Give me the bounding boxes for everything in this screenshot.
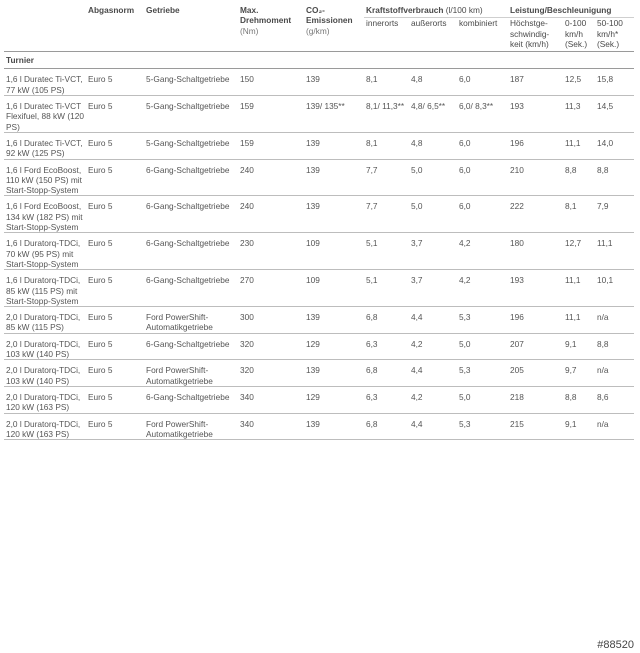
- table-row: [4, 413, 634, 440]
- engine-cell: 1,6 l Ford EcoBoost, 110 kW (150 PS) mit Start-Stopp-System: [4, 159, 86, 196]
- accel-50-100-cell: 14,5: [595, 96, 634, 133]
- vmax-cell: 193: [508, 96, 563, 133]
- gear-cell: Ford PowerShift-Automatikgetriebe: [144, 413, 238, 440]
- accel-0-100-cell: 9,1: [563, 333, 595, 360]
- kombiniert-cell: 6,0: [457, 159, 508, 196]
- header-accel-0-100: 0-100 km/h (Sek.): [565, 18, 588, 49]
- vmax-cell: 196: [508, 307, 563, 334]
- norm-cell: Euro 5: [86, 307, 144, 334]
- header-abgasnorm: Abgasnorm: [88, 5, 135, 15]
- vmax-cell: 218: [508, 386, 563, 413]
- engine-cell: 1,6 l Duratec Ti-VCT, 92 kW (125 PS): [4, 132, 86, 159]
- header-getriebe: Getriebe: [146, 5, 180, 15]
- co2-cell: 139: [304, 196, 364, 233]
- norm-cell: Euro 5: [86, 333, 144, 360]
- vmax-cell: 207: [508, 333, 563, 360]
- kombiniert-cell: 6,0/ 8,3**: [457, 96, 508, 133]
- accel-0-100-cell: 8,1: [563, 196, 595, 233]
- accel-0-100-cell: 11,1: [563, 132, 595, 159]
- table-row: [4, 386, 634, 413]
- co2-cell: 129: [304, 386, 364, 413]
- accel-0-100-cell: 11,1: [563, 270, 595, 307]
- accel-50-100-cell: 14,0: [595, 132, 634, 159]
- ausserorts-cell: 4,4: [409, 360, 457, 387]
- gear-cell: 6-Gang-Schaltgetriebe: [144, 159, 238, 196]
- vmax-cell: 210: [508, 159, 563, 196]
- section-title: Turnier: [4, 52, 634, 69]
- engine-cell: 2,0 l Duratorq-TDCi, 85 kW (115 PS): [4, 307, 86, 334]
- vmax-cell: 205: [508, 360, 563, 387]
- norm-cell: Euro 5: [86, 69, 144, 96]
- accel-50-100-cell: 15,8: [595, 69, 634, 96]
- kombiniert-cell: 5,3: [457, 413, 508, 440]
- co2-cell: 139: [304, 360, 364, 387]
- table-row: [4, 233, 634, 270]
- co2-cell: 129: [304, 333, 364, 360]
- accel-0-100-cell: 8,8: [563, 159, 595, 196]
- accel-0-100-cell: 9,7: [563, 360, 595, 387]
- header-accel-50-100: 50-100 km/h* (Sek.): [597, 18, 623, 49]
- table-row: [4, 360, 634, 387]
- kombiniert-cell: 6,0: [457, 196, 508, 233]
- norm-cell: Euro 5: [86, 360, 144, 387]
- co2-cell: 109: [304, 233, 364, 270]
- table-row: [4, 270, 634, 307]
- section-row: [4, 52, 634, 69]
- gear-cell: 5-Gang-Schaltgetriebe: [144, 69, 238, 96]
- engine-cell: 1,6 l Ford EcoBoost, 134 kW (182 PS) mit Start-Stopp-System: [4, 196, 86, 233]
- kombiniert-cell: 5,0: [457, 386, 508, 413]
- vmax-cell: 180: [508, 233, 563, 270]
- torque-cell: 340: [238, 413, 304, 440]
- innerorts-cell: 5,1: [364, 233, 409, 270]
- engine-cell: 1,6 l Duratorq-TDCi, 70 kW (95 PS) mit Start-Stopp-System: [4, 233, 86, 270]
- innerorts-cell: 8,1: [364, 132, 409, 159]
- table-row: [4, 69, 634, 96]
- torque-cell: 300: [238, 307, 304, 334]
- kombiniert-cell: 5,3: [457, 360, 508, 387]
- torque-cell: 159: [238, 96, 304, 133]
- accel-0-100-cell: 9,1: [563, 413, 595, 440]
- torque-cell: 230: [238, 233, 304, 270]
- gear-cell: 6-Gang-Schaltgetriebe: [144, 196, 238, 233]
- gear-cell: 6-Gang-Schaltgetriebe: [144, 233, 238, 270]
- header-drehmoment: Max. Drehmoment (Nm): [240, 5, 292, 36]
- co2-cell: 139: [304, 413, 364, 440]
- torque-cell: 340: [238, 386, 304, 413]
- ausserorts-cell: 3,7: [409, 233, 457, 270]
- ausserorts-cell: 4,4: [409, 307, 457, 334]
- accel-50-100-cell: 11,1: [595, 233, 634, 270]
- ausserorts-cell: 4,2: [409, 386, 457, 413]
- ausserorts-cell: 4,4: [409, 413, 457, 440]
- norm-cell: Euro 5: [86, 413, 144, 440]
- vmax-cell: 196: [508, 132, 563, 159]
- table-body: [4, 52, 634, 440]
- torque-cell: 159: [238, 132, 304, 159]
- accel-0-100-cell: 11,1: [563, 307, 595, 334]
- watermark: #88520: [597, 638, 634, 651]
- accel-0-100-cell: 11,3: [563, 96, 595, 133]
- gear-cell: 5-Gang-Schaltgetriebe: [144, 96, 238, 133]
- header-hoechstgeschwindigkeit: Höchstge-schwindig-keit (km/h): [510, 18, 550, 49]
- table-row: [4, 96, 634, 133]
- norm-cell: Euro 5: [86, 233, 144, 270]
- vmax-cell: 187: [508, 69, 563, 96]
- table-row: [4, 307, 634, 334]
- ausserorts-cell: 4,8: [409, 132, 457, 159]
- accel-0-100-cell: 12,5: [563, 69, 595, 96]
- header-engine: [4, 5, 86, 52]
- engine-cell: 2,0 l Duratorq-TDCi, 103 kW (140 PS): [4, 360, 86, 387]
- vmax-cell: 222: [508, 196, 563, 233]
- innerorts-cell: 6,3: [364, 386, 409, 413]
- ausserorts-cell: 4,2: [409, 333, 457, 360]
- table-row: [4, 159, 634, 196]
- innerorts-cell: 7,7: [364, 196, 409, 233]
- accel-50-100-cell: n/a: [595, 413, 634, 440]
- engine-cell: 2,0 l Duratorq-TDCi, 120 kW (163 PS): [4, 413, 86, 440]
- kombiniert-cell: 4,2: [457, 233, 508, 270]
- ausserorts-cell: 4,8: [409, 69, 457, 96]
- kombiniert-cell: 5,0: [457, 333, 508, 360]
- vmax-cell: 215: [508, 413, 563, 440]
- gear-cell: 6-Gang-Schaltgetriebe: [144, 333, 238, 360]
- gear-cell: 6-Gang-Schaltgetriebe: [144, 386, 238, 413]
- engine-cell: 2,0 l Duratorq-TDCi, 120 kW (163 PS): [4, 386, 86, 413]
- norm-cell: Euro 5: [86, 159, 144, 196]
- kombiniert-cell: 4,2: [457, 270, 508, 307]
- torque-cell: 320: [238, 360, 304, 387]
- ausserorts-cell: 4,8/ 6,5**: [409, 96, 457, 133]
- gear-cell: 5-Gang-Schaltgetriebe: [144, 132, 238, 159]
- header-verbrauch: Kraftstoffverbrauch (l/100 km): [364, 5, 508, 18]
- torque-cell: 150: [238, 69, 304, 96]
- innerorts-cell: 6,8: [364, 413, 409, 440]
- accel-50-100-cell: 8,8: [595, 159, 634, 196]
- co2-cell: 139: [304, 307, 364, 334]
- torque-cell: 270: [238, 270, 304, 307]
- table-header: [4, 5, 634, 52]
- innerorts-cell: 7,7: [364, 159, 409, 196]
- co2-cell: 139: [304, 159, 364, 196]
- torque-cell: 240: [238, 159, 304, 196]
- engine-cell: 1,6 l Duratorq-TDCi, 85 kW (115 PS) mit Start-Stopp-System: [4, 270, 86, 307]
- kombiniert-cell: 6,0: [457, 132, 508, 159]
- norm-cell: Euro 5: [86, 132, 144, 159]
- gear-cell: Ford PowerShift-Automatikgetriebe: [144, 360, 238, 387]
- engine-cell: 2,0 l Duratorq-TDCi, 103 kW (140 PS): [4, 333, 86, 360]
- table-row: [4, 333, 634, 360]
- innerorts-cell: 8,1/ 11,3**: [364, 96, 409, 133]
- co2-cell: 109: [304, 270, 364, 307]
- header-kombiniert: kombiniert: [459, 18, 498, 29]
- accel-50-100-cell: 10,1: [595, 270, 634, 307]
- header-leistung: Leistung/Beschleunigung: [508, 5, 634, 18]
- table-row: [4, 132, 634, 159]
- header-innerorts: innerorts: [366, 18, 399, 29]
- norm-cell: Euro 5: [86, 196, 144, 233]
- accel-50-100-cell: 8,6: [595, 386, 634, 413]
- innerorts-cell: 6,3: [364, 333, 409, 360]
- innerorts-cell: 6,8: [364, 307, 409, 334]
- norm-cell: Euro 5: [86, 270, 144, 307]
- accel-50-100-cell: 7,9: [595, 196, 634, 233]
- header-co2: CO₂-Emissionen (g/km): [306, 5, 353, 36]
- engine-cell: 1,6 l Duratec Ti-VCT, 77 kW (105 PS): [4, 69, 86, 96]
- norm-cell: Euro 5: [86, 96, 144, 133]
- ausserorts-cell: 3,7: [409, 270, 457, 307]
- accel-0-100-cell: 8,8: [563, 386, 595, 413]
- innerorts-cell: 8,1: [364, 69, 409, 96]
- gear-cell: 6-Gang-Schaltgetriebe: [144, 270, 238, 307]
- table-row: [4, 196, 634, 233]
- ausserorts-cell: 5,0: [409, 159, 457, 196]
- ausserorts-cell: 5,0: [409, 196, 457, 233]
- accel-50-100-cell: 8,8: [595, 333, 634, 360]
- co2-cell: 139: [304, 69, 364, 96]
- vmax-cell: 193: [508, 270, 563, 307]
- gear-cell: Ford PowerShift-Automatikgetriebe: [144, 307, 238, 334]
- norm-cell: Euro 5: [86, 386, 144, 413]
- accel-50-100-cell: n/a: [595, 307, 634, 334]
- torque-cell: 320: [238, 333, 304, 360]
- specs-table: [4, 5, 634, 440]
- innerorts-cell: 6,8: [364, 360, 409, 387]
- co2-cell: 139: [304, 132, 364, 159]
- engine-cell: 1,6 l Duratec Ti-VCT Flexifuel, 88 kW (120 PS): [4, 96, 86, 133]
- header-ausserorts: außerorts: [411, 18, 447, 29]
- co2-cell: 139/ 135**: [304, 96, 364, 133]
- innerorts-cell: 5,1: [364, 270, 409, 307]
- kombiniert-cell: 6,0: [457, 69, 508, 96]
- torque-cell: 240: [238, 196, 304, 233]
- accel-0-100-cell: 12,7: [563, 233, 595, 270]
- kombiniert-cell: 5,3: [457, 307, 508, 334]
- accel-50-100-cell: n/a: [595, 360, 634, 387]
